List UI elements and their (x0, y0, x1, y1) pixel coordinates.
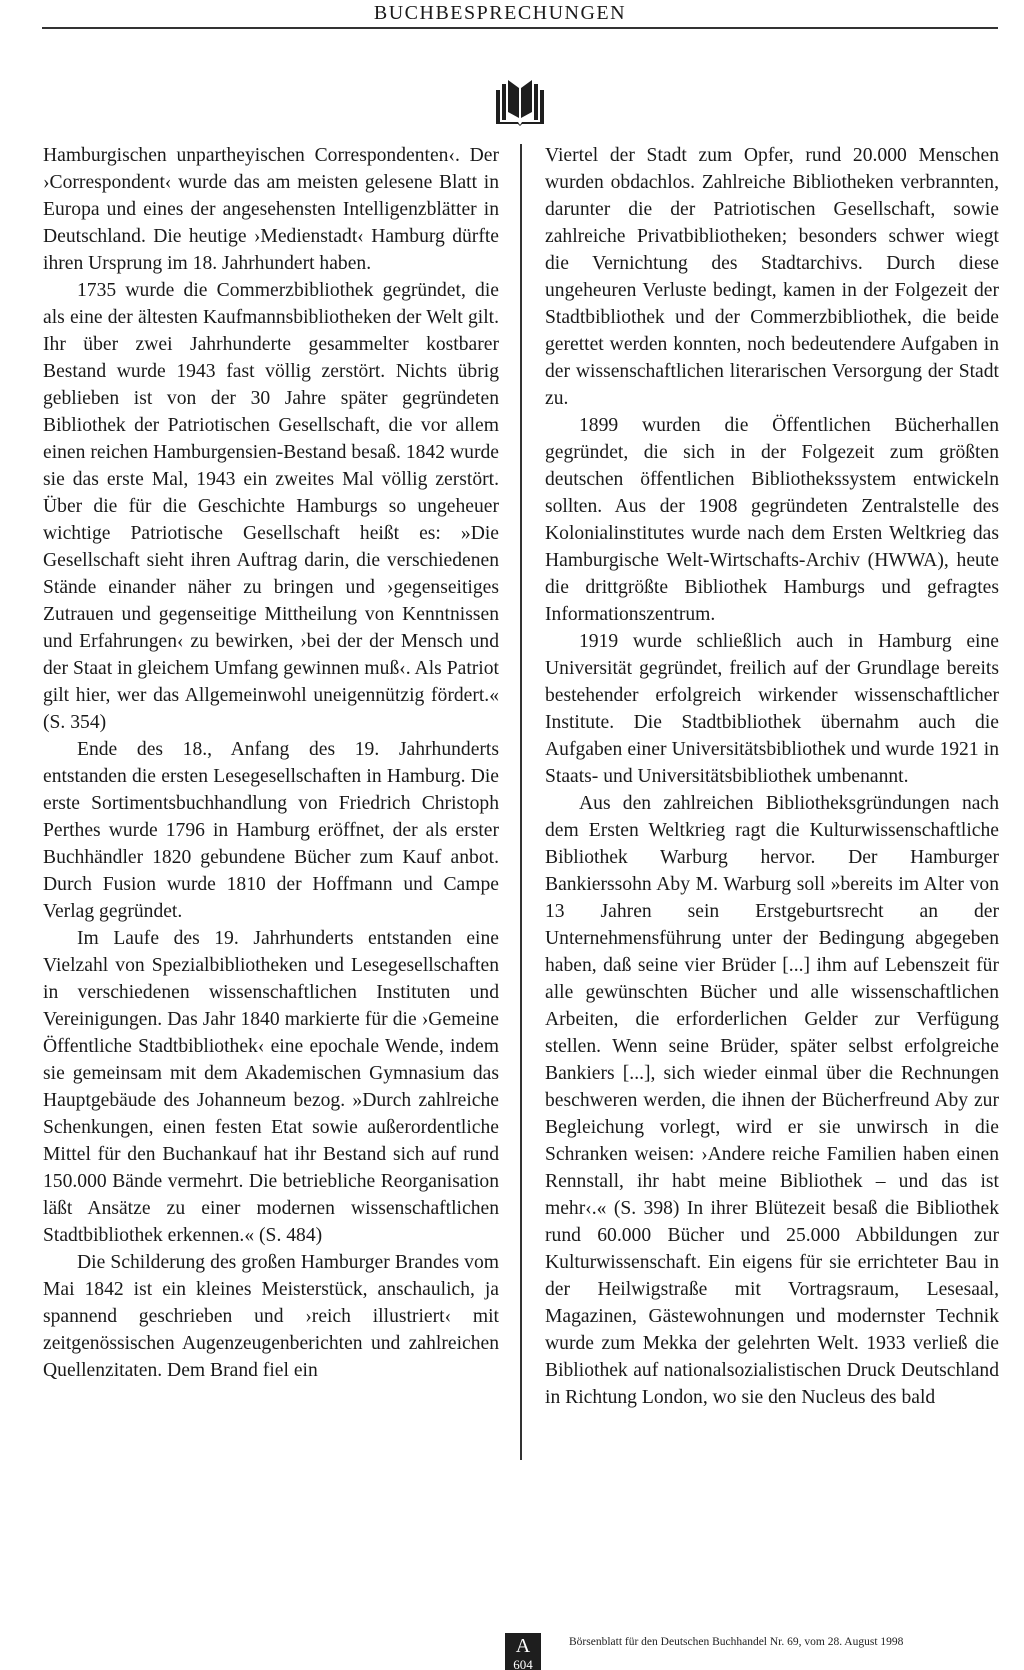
paragraph: 1735 wurde die Commerzbibliothek gegründet, die als eine der ältesten Kaufmannsbibliotheken der Welt gilt. Ihr über zwei Jahrhunderte gesammelter kostbarer Bestand wurde 1943 fast völlig zerstört. Nichts übrig geblieben ist von der 30 Jahre später gegründeten Bibliothek der Patriotischen Gesellschaft, die vor allem einen reichen Hamburgensien-Bestand besaß. 1842 wurde sie das erste Mal, 1943 ein zweites Mal völlig zerstört. Über die für die Geschichte Hamburgs so ungeheuer wichtige Patriotische Gesellschaft heißt es: »Die Gesellschaft sieht ihren Auftrag darin, die verschiedenen Stände einander näher zu bringen und ›gegenseitiges Zutrauen und gegenseitige Mittheilung von Kenntnissen und Erfahrungen‹ zu bewirken, ›bei der der Mensch und der Staat in gleichem Umfang gewinnen muß‹. Als Patriot gilt hier, wer das Allgemeinwohl uneigennützig fördert.« (S. 354) (43, 280, 499, 733)
paragraph: Viertel der Stadt zum Opfer, rund 20.000 Menschen wurden obdachlos. Zahlreiche Bibliotheken verbrannten, darunter die der Patriotischen Gesellschaft, sowie zahlreiche Privatbibliotheken; besonders schwer wiegt die Vernichtung des Stadtarchivs. Durch diese ungeheuren Verluste bedingt, kamen in der Folgezeit der Stadtbibliothek und der Commerzbibliothek, die beide gerettet werden konnten, noch bedeutendere Aufgaben in der wissenschaftlichen literarischen Versorgung der Stadt zu. (545, 145, 999, 409)
page-number: 604 (513, 1657, 533, 1670)
paragraph: Aus den zahlreichen Bibliotheksgründungen nach dem Ersten Weltkrieg ragt die Kulturwissenschaftliche Bibliothek Warburg hervor. Der Hamburger Bankierssohn Aby M. Warburg soll »bereits im Alter von 13 Jahren sein Erstgeburtsrecht an der Unternehmensführung unter der Bedingung abgegeben haben, daß seine vier Brüder [...] ihm auf Lebenszeit für alle gewünschten Bücher und alle wissenschaftlichen Arbeiten, die erforderlichen Gelder zur Verfügung stellen. Wenn seine Brüder, später selbst erfolgreiche Bankiers [...], sich wieder einmal über die Rechnungen beschweren werden, die ihnen der Bücherfreund Aby zur Begleichung vorlegt, wird er sie unwirsch in die Schranken weisen: ›Andere reiche Familien haben einen Rennstall, ihr habt meine Bibliothek – und das ist mehr‹.« (S. 398) In ihrer Blütezeit besaß die Bibliothek rund 60.000 Bücher und 25.000 Abbildungen zur Kulturwissenschaft. Ein eigens für sie errichteter Bau in der Heilwigstraße mit Vortragsraum, Lesesaal, Magazinen, Gästewohnungen und modernster Technik wurde zum Mekka der gelehrten Welt. 1933 verließ die Bibliothek auf nationalsozialistischen Druck Deutschland in Richtung London, wo sie den Nucleus des bald (545, 793, 999, 1408)
page-letter: A (515, 1635, 531, 1657)
open-book-icon (494, 76, 546, 126)
footer-citation: Börsenblatt für den Deutschen Buchhandel Nr. 69, vom 28. August 1998 (569, 1636, 904, 1648)
paragraph: Die Schilderung des großen Hamburger Brandes vom Mai 1842 ist ein kleines Meisterstück, anschaulich, ja spannend geschrieben und ›reich illustriert‹ mit zeitgenössischen Augenzeugenberichten und zahlreichen Quellenzitaten. Dem Brand fiel ein (43, 1252, 499, 1381)
paragraph: 1919 wurde schließlich auch in Hamburg eine Universität gegründet, freilich auf der Grundlage bereits bestehender erfolgreich wirkender wissenschaftlicher Institute. Die Stadtbibliothek übernahm auch die Aufgaben einer Universitätsbibliothek und wurde 1921 in Staats- und Universitätsbibliothek umbenannt. (545, 631, 999, 787)
section-title: BUCHBESPRECHUNGEN (373, 2, 627, 24)
paragraph: 1899 wurden die Öffentlichen Bücherhallen gegründet, die sich in der Folgezeit zum größten deutschen öffentlichen Bibliothekssystem entwickeln sollten. Aus der 1908 gegründeten Zentralstelle des Kolonialinstitutes wurde nach dem Ersten Weltkrieg das Hamburgische Welt-Wirtschafts-Archiv (HWWA), heute die drittgrößte Bibliothek Hamburgs und gefragtes Informationszentrum. (545, 415, 999, 625)
column-divider (520, 144, 522, 1460)
paragraph: Hamburgischen unpartheyischen Correspondenten‹. Der ›Correspondent‹ wurde das am meisten gelesene Blatt in Europa und eines der angesehensten Intelligenzblätter in Deutschland. Die heutige ›Medienstadt‹ Hamburg dürfte ihren Ursprung im 18. Jahrhundert haben. (43, 145, 499, 274)
right-column (545, 142, 999, 1411)
left-column (43, 142, 499, 1384)
paragraph: Ende des 18., Anfang des 19. Jahrhunderts entstanden die ersten Lesegesellschaften in Hamburg. Die erste Sortimentsbuchhandlung von Friedrich Christoph Perthes wurde 1796 in Hamburg eröffnet, der als erster Buchhändler 1820 gebundene Bücher zum Kauf anbot. Durch Fusion wurde 1810 der Hoffmann und Campe Verlag gegründet. (43, 739, 499, 922)
header-rule (42, 27, 998, 29)
page-number-badge (505, 1633, 541, 1670)
paragraph: Im Laufe des 19. Jahrhunderts entstanden eine Vielzahl von Spezialbibliotheken und Lesegesellschaften in verschiedenen wissenschaftlichen Instituten und Vereinigungen. Das Jahr 1840 markierte für die ›Gemeine Öffentliche Stadtbibliothek‹ eine epochale Wende, indem sie gemeinsam mit dem Akademischen Gymnasium das Hauptgebäude des Johanneum bezog. »Durch zahlreiche Schenkungen, einen festen Etat sowie außerordentliche Mittel für den Buchankauf hat ihr Bestand sich auf rund 150.000 Bände vermehrt. Die betriebliche Reorganisation läßt Ansätze zu einer modernen wissenschaftlichen Stadtbibliothek erkennen.« (S. 484) (43, 928, 499, 1246)
